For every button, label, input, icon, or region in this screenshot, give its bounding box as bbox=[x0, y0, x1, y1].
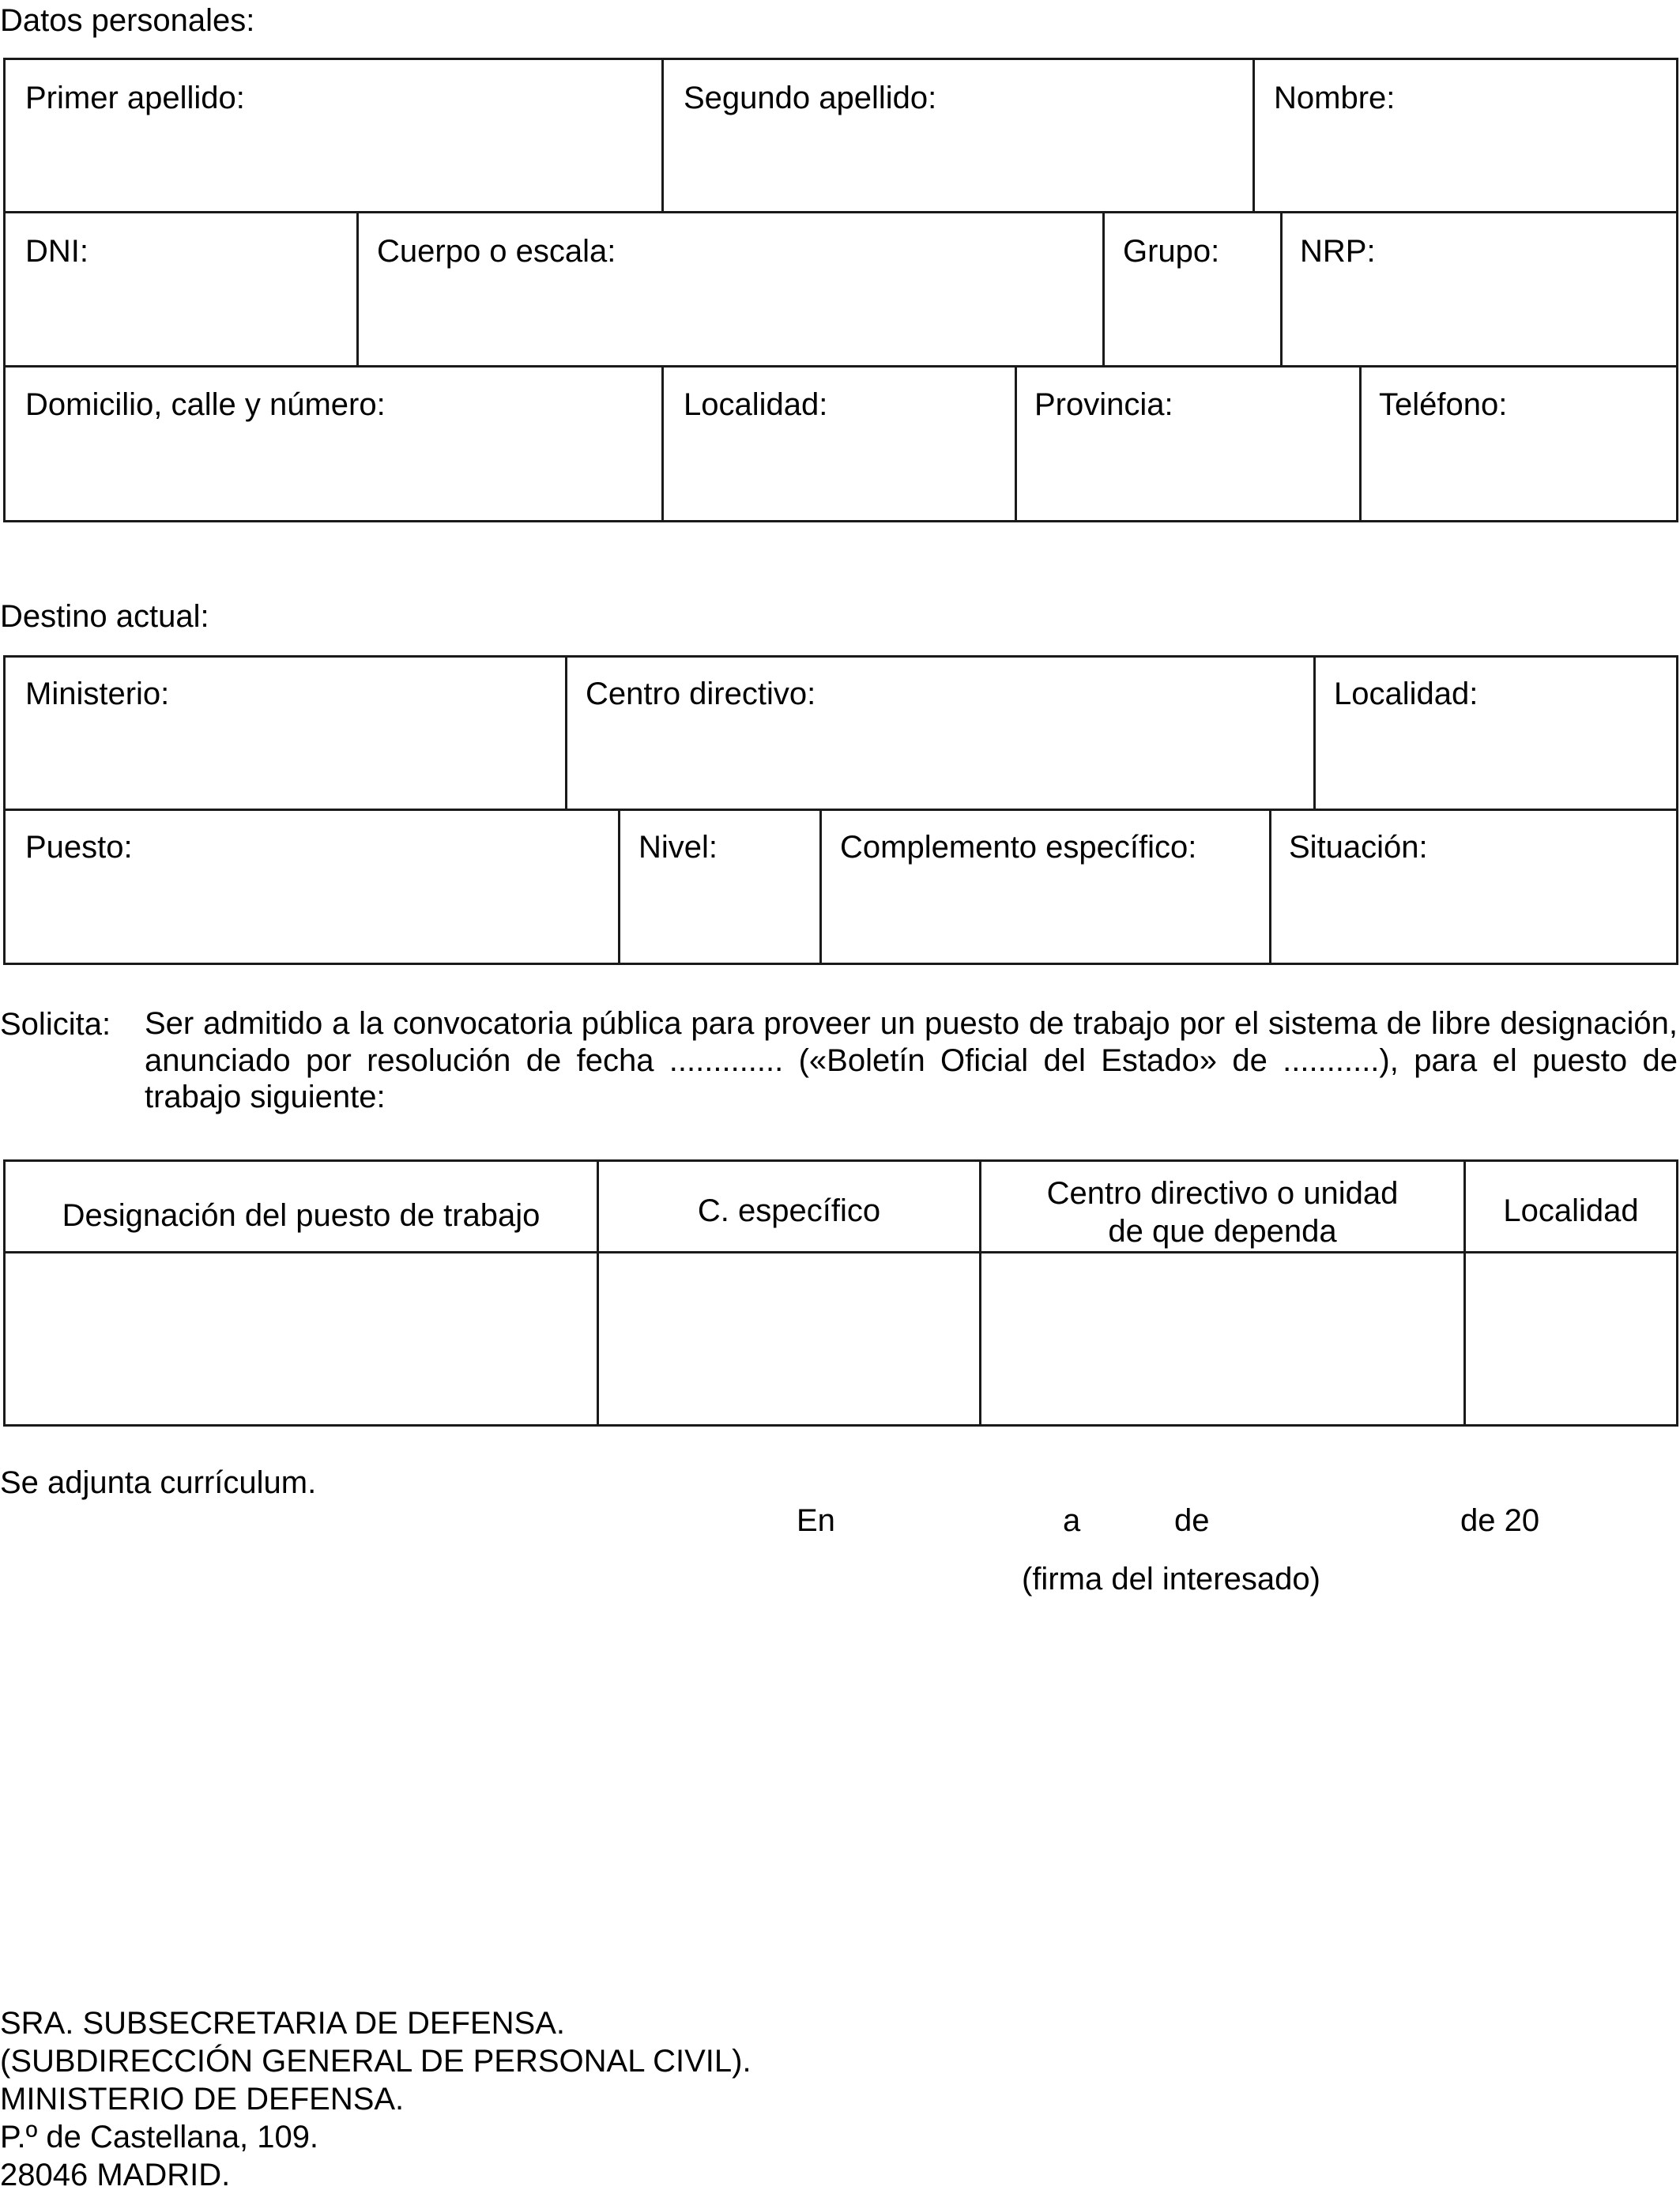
personal-heading: Datos personales: bbox=[0, 3, 255, 38]
localidad-personal-label: Localidad: bbox=[684, 387, 828, 422]
nrp-label: NRP: bbox=[1300, 234, 1376, 269]
primer-apellido-field[interactable] bbox=[6, 60, 661, 211]
nivel-field[interactable] bbox=[620, 811, 819, 963]
telefono-label: Teléfono: bbox=[1379, 387, 1508, 422]
centro-directivo-label: Centro directivo: bbox=[586, 677, 816, 711]
segundo-apellido-field[interactable] bbox=[664, 60, 1252, 211]
cuerpo-escala-label: Cuerpo o escala: bbox=[377, 234, 616, 269]
grupo-field[interactable] bbox=[1105, 213, 1280, 365]
adjunta-curriculum: Se adjunta currículum. bbox=[0, 1465, 317, 1500]
complemento-especifico-label: Complemento específico: bbox=[840, 830, 1197, 865]
col-header-localidad-text: Localidad bbox=[1503, 1193, 1639, 1228]
nombre-label: Nombre: bbox=[1274, 81, 1396, 115]
segundo-apellido-label: Segundo apellido: bbox=[684, 81, 937, 115]
localidad-input-cell[interactable] bbox=[1466, 1253, 1676, 1424]
address-line-4: P.º de Castellana, 109. bbox=[0, 2120, 319, 2154]
nrp-field[interactable] bbox=[1283, 213, 1676, 365]
year-input[interactable] bbox=[1543, 1503, 1606, 1538]
firma-label: (firma del interesado) bbox=[1022, 1562, 1320, 1596]
nivel-label: Nivel: bbox=[638, 830, 718, 865]
localidad-destino-field[interactable] bbox=[1316, 658, 1676, 809]
col-header-centro-directivo-line1: Centro directivo o unidad bbox=[1046, 1176, 1399, 1211]
de-20-label: de 20 bbox=[1460, 1503, 1540, 1538]
ministerio-label: Ministerio: bbox=[25, 677, 170, 711]
grupo-label: Grupo: bbox=[1123, 234, 1220, 269]
de-label: de bbox=[1174, 1503, 1210, 1538]
dni-label: DNI: bbox=[25, 234, 89, 269]
localidad-personal-field[interactable] bbox=[664, 368, 1015, 520]
domicilio-label: Domicilio, calle y número: bbox=[25, 387, 386, 422]
domicilio-field[interactable] bbox=[6, 368, 661, 520]
situacion-field[interactable] bbox=[1271, 811, 1676, 963]
provincia-label: Provincia: bbox=[1034, 387, 1173, 422]
col-header-c-especifico bbox=[599, 1181, 979, 1241]
place-input[interactable] bbox=[846, 1503, 1043, 1538]
signature-area[interactable] bbox=[869, 1604, 1422, 1747]
address-line-2: (SUBDIRECCIÓN GENERAL DE PERSONAL CIVIL). bbox=[0, 2044, 751, 2079]
puesto-field[interactable] bbox=[6, 811, 618, 963]
provincia-field[interactable] bbox=[1017, 368, 1359, 520]
designacion-input-cell[interactable] bbox=[6, 1253, 597, 1424]
address-line-3: MINISTERIO DE DEFENSA. bbox=[0, 2082, 405, 2117]
month-input[interactable] bbox=[1221, 1503, 1458, 1538]
localidad-destino-label: Localidad: bbox=[1334, 677, 1478, 711]
centro-directivo-field[interactable] bbox=[567, 658, 1313, 809]
dni-field[interactable] bbox=[6, 213, 356, 365]
destino-heading: Destino actual: bbox=[0, 599, 209, 634]
en-label: En bbox=[797, 1503, 835, 1538]
day-input[interactable] bbox=[1090, 1503, 1170, 1538]
col-header-c-especifico-text: C. específico bbox=[697, 1193, 881, 1228]
address-line-5: 28046 MADRID. bbox=[0, 2158, 231, 2192]
nombre-field[interactable] bbox=[1255, 60, 1676, 211]
cuerpo-escala-field[interactable] bbox=[359, 213, 1102, 365]
address-line-1: SRA. SUBSECRETARIA DE DEFENSA. bbox=[0, 2006, 565, 2041]
col-header-localidad bbox=[1466, 1181, 1676, 1241]
col-header-centro-directivo-line2: de que dependa bbox=[1108, 1214, 1337, 1249]
col-header-centro-directivo bbox=[981, 1174, 1463, 1250]
telefono-field[interactable] bbox=[1362, 368, 1676, 520]
complemento-especifico-field[interactable] bbox=[822, 811, 1269, 963]
centro-directivo-input-cell[interactable] bbox=[981, 1253, 1463, 1424]
solicita-text: Ser admitido a la convocatoria pública para proveer un puesto de trabajo por el sistema de libre designación, anunciado por resolución de fecha ............. («Boletín Oficial del Estado» de ...........), para el puesto de trabajo siguiente: bbox=[145, 1006, 1678, 1114]
c-especifico-input-cell[interactable] bbox=[599, 1253, 979, 1424]
col-header-designacion bbox=[6, 1186, 597, 1246]
situacion-label: Situación: bbox=[1289, 830, 1428, 865]
puesto-label: Puesto: bbox=[25, 830, 133, 865]
a-label: a bbox=[1063, 1503, 1081, 1538]
solicita-label: Solicita: bbox=[0, 1007, 111, 1042]
col-header-designacion-text: Designación del puesto de trabajo bbox=[62, 1198, 541, 1233]
primer-apellido-label: Primer apellido: bbox=[25, 81, 245, 115]
ministerio-field[interactable] bbox=[6, 658, 565, 809]
